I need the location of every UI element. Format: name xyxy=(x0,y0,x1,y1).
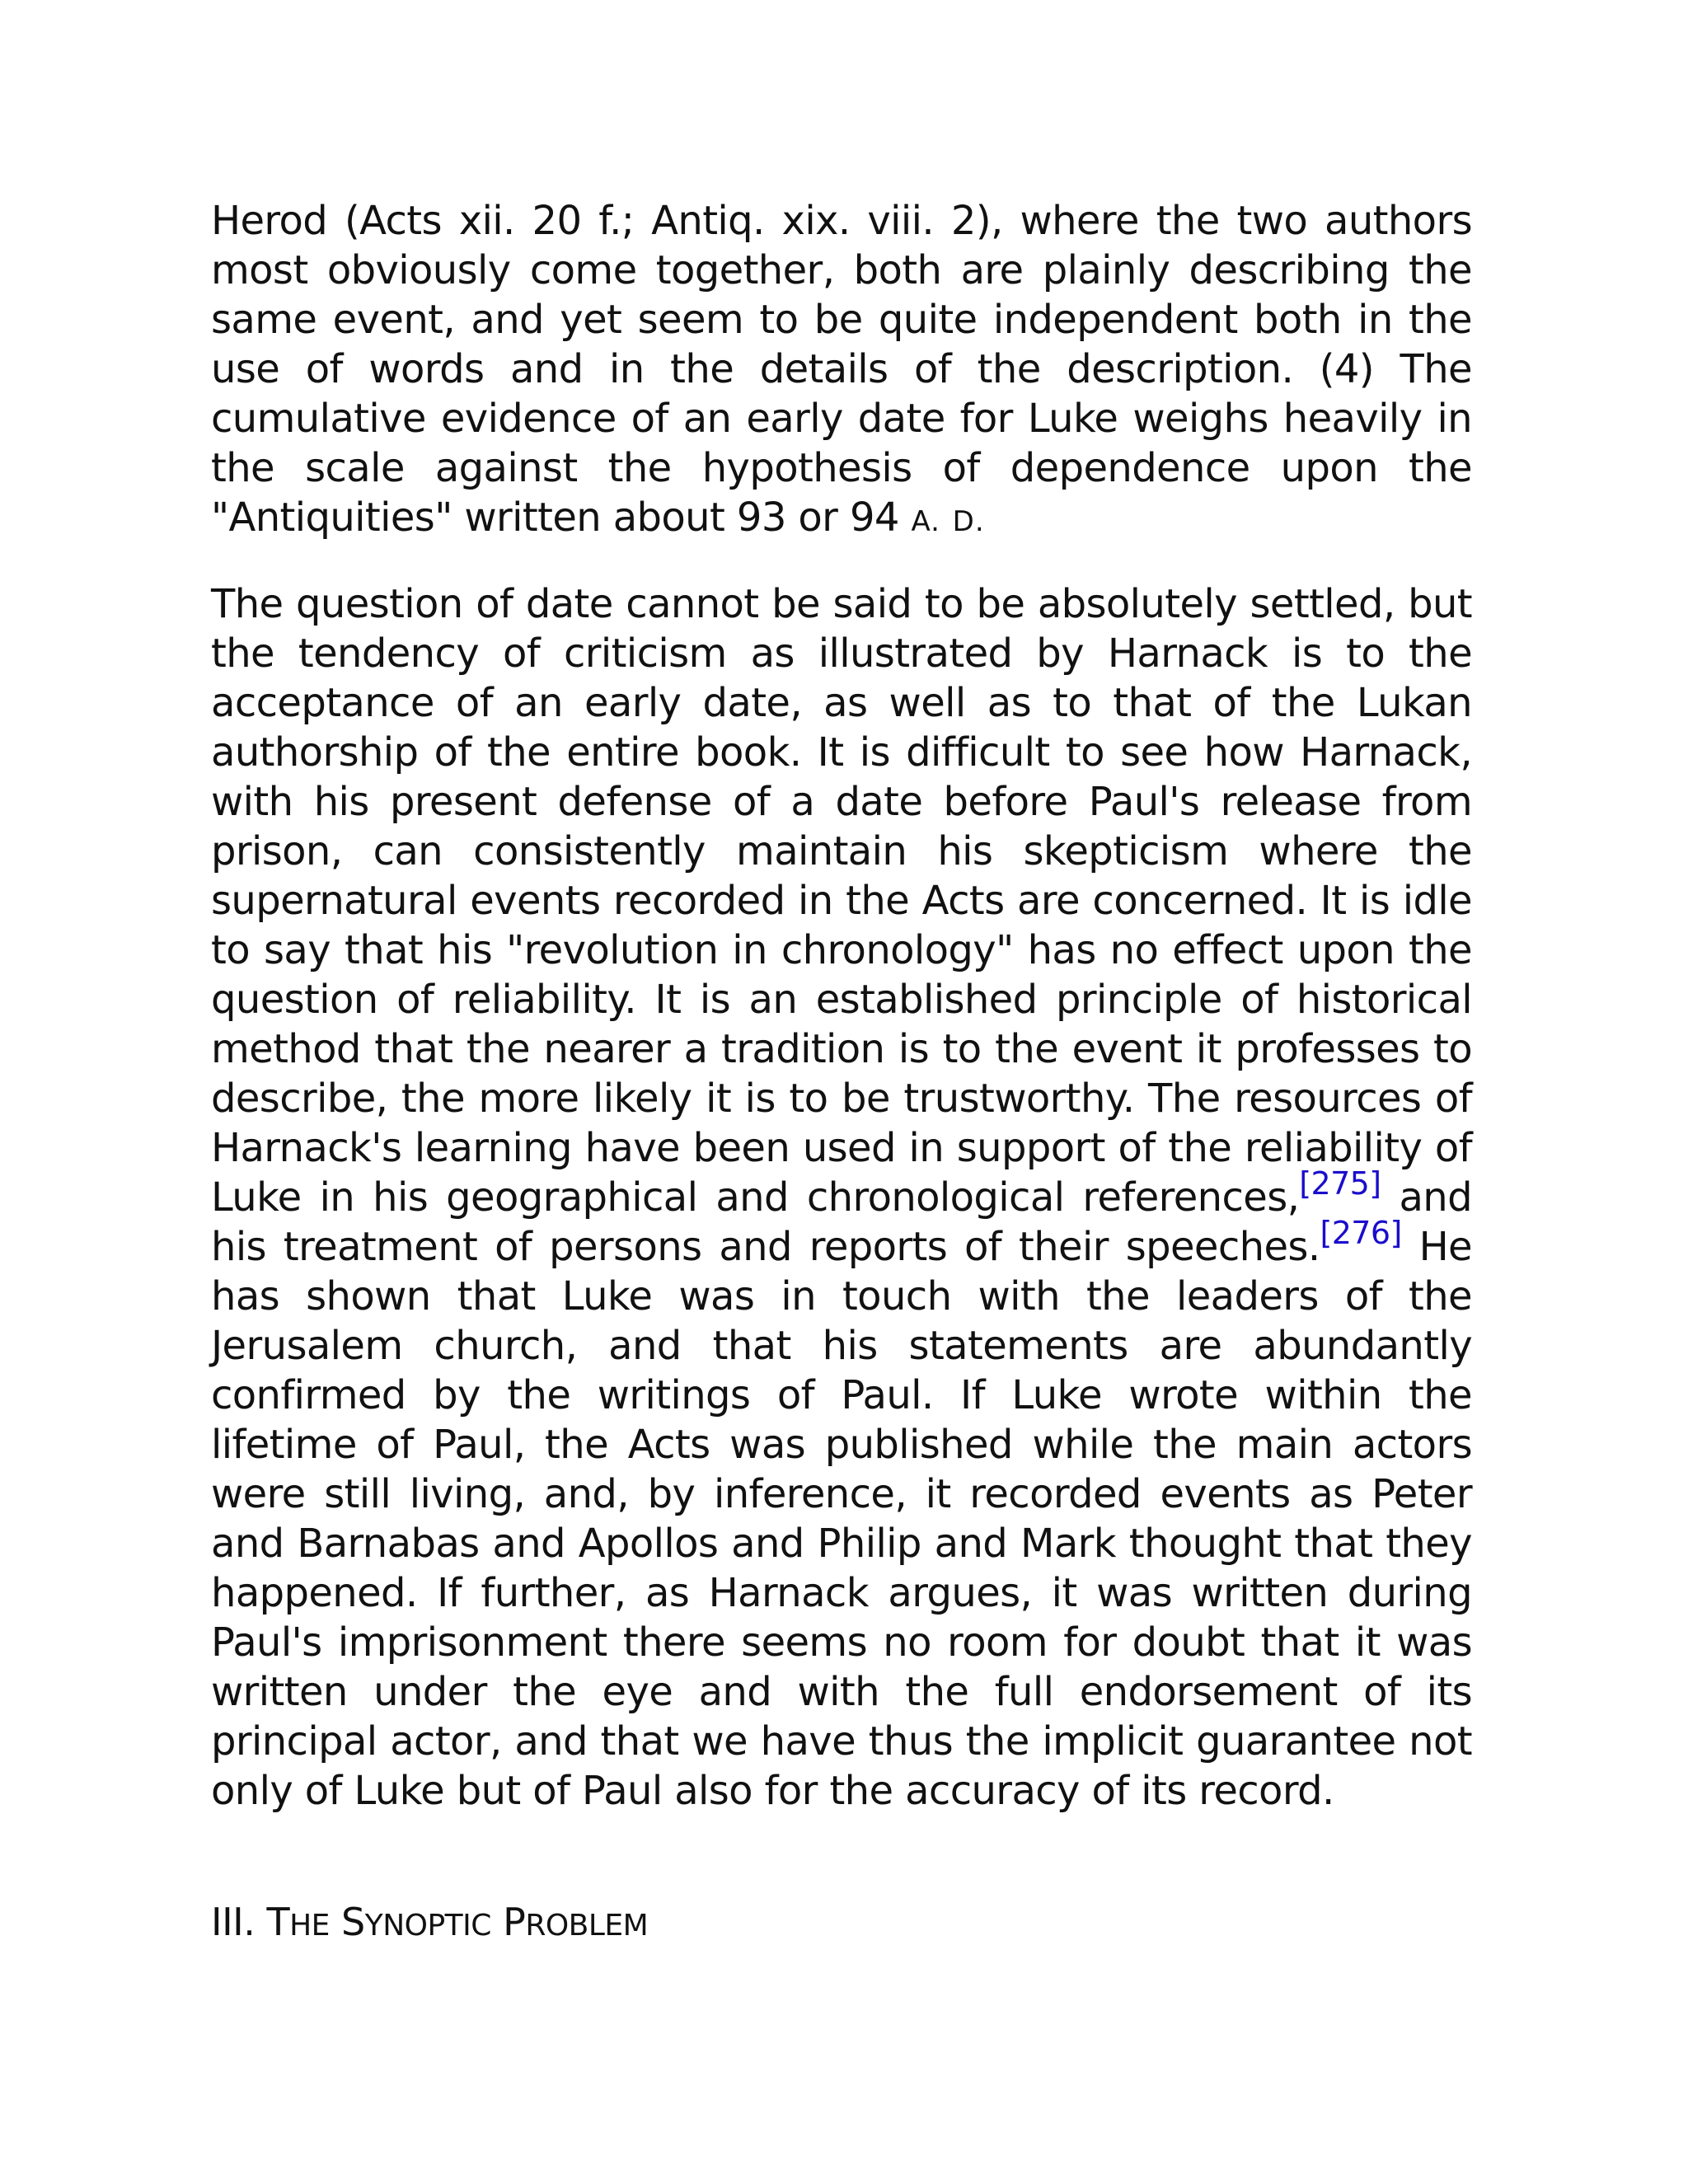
heading-word3-rest: ROBLEM xyxy=(525,1909,649,1943)
section-heading xyxy=(211,1897,648,1951)
paragraph-question-of-date xyxy=(211,579,1472,1816)
footnote-link-276[interactable]: [276] xyxy=(1320,1215,1402,1251)
heading-word1-cap: T xyxy=(266,1900,290,1944)
document-body xyxy=(211,196,1472,1849)
heading-word3-cap: P xyxy=(503,1900,526,1944)
heading-word2-rest: YNOPTIC xyxy=(364,1909,491,1943)
paragraph-herod xyxy=(211,196,1472,546)
heading-word2-cap: S xyxy=(341,1900,365,1944)
paragraph-text: Herod (Acts xii. 20 f.; Antiq. xix. viii. 2), where the two authors most obviously come together, both are plainly describing the same event, and yet seem to be quite independent both in the use of words and in the details of the description. (4) The cumulative evidence of an early date for Luke weighs heavily in the scale against the hypothesis of dependence upon the "Antiquities" written about 93 or 94 xyxy=(211,198,1472,541)
era-abbreviation-a: A. xyxy=(911,505,940,538)
paragraph-text-part3: He has shown that Luke was in touch with the leaders of the Jerusalem church, and that his statements are abundantly confirmed by the writings of Paul. If Luke wrote within the lifetime of Paul, the Acts was published while the main actors were still living, and, by inference, it recorded events as Peter and Barnabas and Apollos and Philip and Mark thought that they happened. If further, as Harnack argues, it was written during Paul's imprisonment there seems no room for doubt that it was written under the eye and with the full endorsement of its principal actor, and that we have thus the implicit guarantee not only of Luke but of Paul also for the accuracy of its record. xyxy=(211,1224,1472,1814)
paragraph-text-part2: and his treatment of persons and reports of their speeches. xyxy=(211,1174,1472,1270)
paragraph-text-part1: The question of date cannot be said to be absolutely settled, but the tendency of criticism as illustrated by Harnack is to the acceptance of an early date, as well as to that of the Lukan authorship of the entire book. It is difficult to see how Harnack, with his present defense of a date before Paul's release from prison, can consistently maintain his skepticism where the supernatural events recorded in the Acts are concerned. It is idle to say that his "revolution in chronology" has no effect upon the question of reliability. It is an established principle of historical method that the nearer a tradition is to the event it professes to describe, the more likely it is to be trustworthy. The resources of Harnack's learning have been used in support of the reliability of Luke in his geographical and chronological references, xyxy=(211,581,1472,1221)
heading-word1-rest: HE xyxy=(289,1909,330,1943)
footnote-link-275[interactable]: [275] xyxy=(1299,1165,1381,1202)
era-abbreviation-d: D. xyxy=(952,505,985,538)
heading-numeral: III. xyxy=(211,1900,256,1944)
